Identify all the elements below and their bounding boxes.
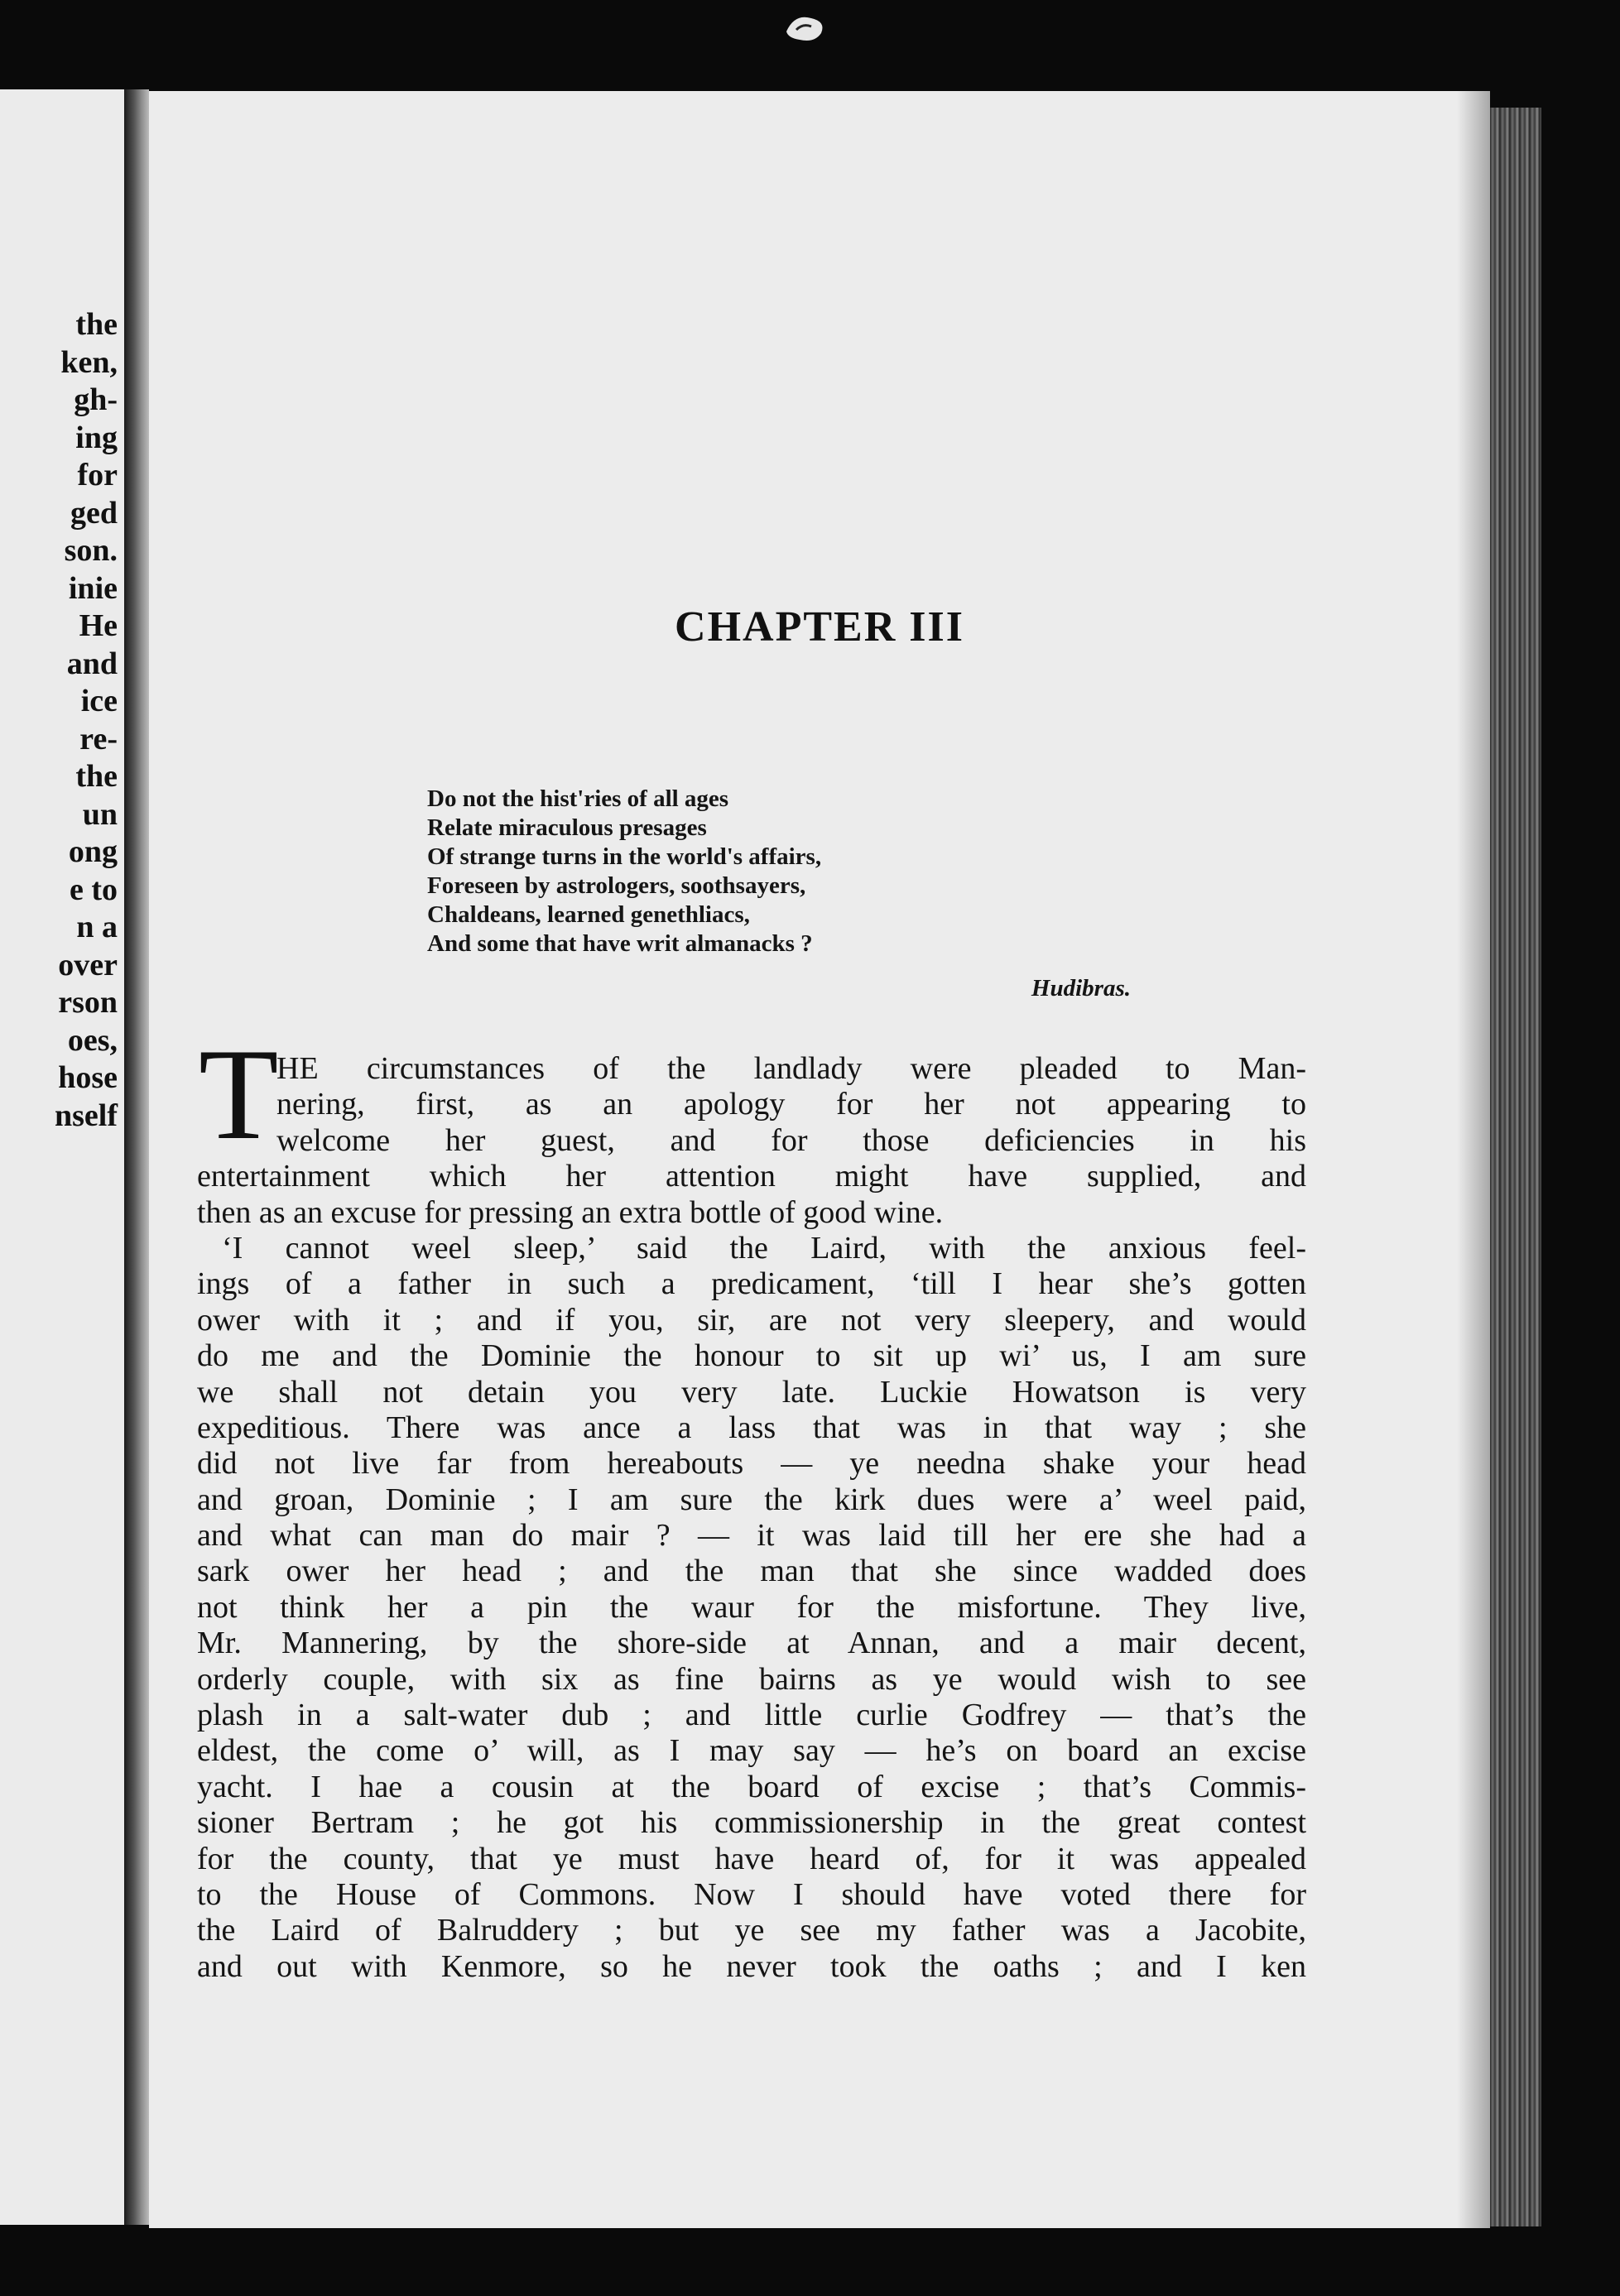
text-line: do me and the Dominie the honour to sit up wi’ us, I am sure bbox=[197, 1338, 1306, 1374]
text-line: eldest, the come o’ will, as I may say — he’s on board an excise bbox=[197, 1733, 1306, 1769]
line-fragment: and bbox=[66, 646, 118, 681]
text-line: nering, first, as an apology for her not appearing to bbox=[276, 1087, 1306, 1122]
line-fragment: the bbox=[75, 759, 118, 794]
line-fragment: son. bbox=[64, 533, 118, 568]
line-fragment: ing bbox=[75, 420, 118, 455]
book-page bbox=[149, 91, 1490, 2228]
line-fragment: the bbox=[75, 307, 118, 342]
epigraph-line: Foreseen by astrologers, soothsayers, bbox=[427, 872, 806, 899]
previous-page-line-fragments bbox=[2, 306, 118, 1135]
text-line: for the county, that ye must have heard of, for it was appealed bbox=[197, 1841, 1306, 1876]
text-line: welcome her guest, and for those deficiencies in his bbox=[276, 1122, 1306, 1158]
text-line: then as an excuse for pressing an extra bottle of good wine. bbox=[197, 1194, 944, 1230]
epigraph-line: Chaldeans, learned genethliacs, bbox=[427, 901, 750, 928]
text-line: sark ower her head ; and the man that she since wadded does bbox=[197, 1554, 1306, 1589]
text-line: yacht. I hae a cousin at the board of excise ; that’s Commis- bbox=[197, 1769, 1306, 1804]
text-line: HE circumstances of the landlady were pleaded to Man- bbox=[276, 1051, 1306, 1086]
line-fragment: gh- bbox=[74, 382, 118, 417]
line-fragment: for bbox=[77, 458, 118, 492]
line-fragment: nself bbox=[55, 1098, 118, 1133]
epigraph bbox=[427, 785, 1156, 958]
line-fragment: e to bbox=[69, 872, 118, 907]
text-line: ‘I cannot weel sleep,’ said the Laird, with the anxious feel- bbox=[222, 1230, 1306, 1266]
line-fragment: ged bbox=[70, 495, 118, 531]
line-fragment: ken, bbox=[60, 344, 118, 380]
epigraph-line: Do not the hist'ries of all ages bbox=[427, 785, 729, 812]
text-line: sioner Bertram ; he got his commissionership in the great contest bbox=[197, 1805, 1306, 1841]
previous-page-fragment bbox=[0, 89, 124, 2225]
line-fragment: oes, bbox=[67, 1022, 118, 1058]
epigraph-line: Relate miraculous presages bbox=[427, 814, 707, 841]
line-fragment: inie bbox=[68, 570, 118, 606]
text-line: to the House of Commons. Now I should have voted there for bbox=[197, 1876, 1306, 1912]
drop-cap-letter: T bbox=[199, 1022, 279, 1167]
epigraph-line: Of strange turns in the world's affairs, bbox=[427, 843, 822, 870]
book-gutter bbox=[124, 89, 149, 2225]
book-page-edges bbox=[1490, 108, 1541, 2226]
text-line: and what can man do mair ? — it was laid till her ere she had a bbox=[197, 1518, 1306, 1554]
text-line: and groan, Dominie ; I am sure the kirk dues were a’ weel paid, bbox=[197, 1482, 1306, 1517]
line-fragment: n a bbox=[76, 910, 118, 944]
text-line: we shall not detain you very late. Luckie Howatson is very bbox=[197, 1374, 1306, 1410]
epigraph-line: And some that have writ almanacks ? bbox=[427, 930, 813, 957]
line-fragment: un bbox=[82, 796, 118, 832]
line-fragment: rson bbox=[58, 985, 118, 1020]
text-line: ings of a father in such a predicament, ‘till I hear she’s gotten bbox=[197, 1266, 1306, 1302]
text-line: the Laird of Balruddery ; but ye see my father was a Jacobite, bbox=[197, 1913, 1306, 1948]
line-fragment: re- bbox=[79, 721, 118, 757]
text-line: ower with it ; and if you, sir, are not very sleepery, and would bbox=[197, 1302, 1306, 1338]
line-fragment: hose bbox=[58, 1060, 118, 1095]
text-line: orderly couple, with six as fine bairns as ye would wish to see bbox=[197, 1661, 1306, 1697]
line-fragment: ice bbox=[80, 684, 118, 718]
body-text bbox=[197, 1051, 1306, 1985]
text-line: expeditious. There was ance a lass that was in that way ; she bbox=[197, 1410, 1306, 1445]
text-line: Mr. Mannering, by the shore-side at Annan, and a mair decent, bbox=[197, 1626, 1306, 1661]
page-curl-shadow bbox=[1457, 91, 1490, 2228]
line-fragment: ong bbox=[68, 834, 118, 869]
text-line: entertainment which her attention might have supplied, and bbox=[197, 1159, 1306, 1194]
text-line: and out with Kenmore, so he never took the oaths ; and I ken bbox=[197, 1948, 1306, 1984]
text-line: plash in a salt-water dub ; and little curlie Godfrey — that’s the bbox=[197, 1698, 1306, 1733]
text-line: not think her a pin the waur for the misfortune. They live, bbox=[197, 1589, 1306, 1625]
line-fragment: He bbox=[79, 608, 118, 643]
chapter-heading: CHAPTER III bbox=[675, 603, 964, 651]
text-line: did not live far from hereabouts — ye needna shake your head bbox=[197, 1446, 1306, 1482]
scan-mark-icon bbox=[778, 7, 836, 48]
epigraph-attribution: Hudibras. bbox=[1031, 975, 1131, 1001]
line-fragment: over bbox=[58, 947, 118, 982]
